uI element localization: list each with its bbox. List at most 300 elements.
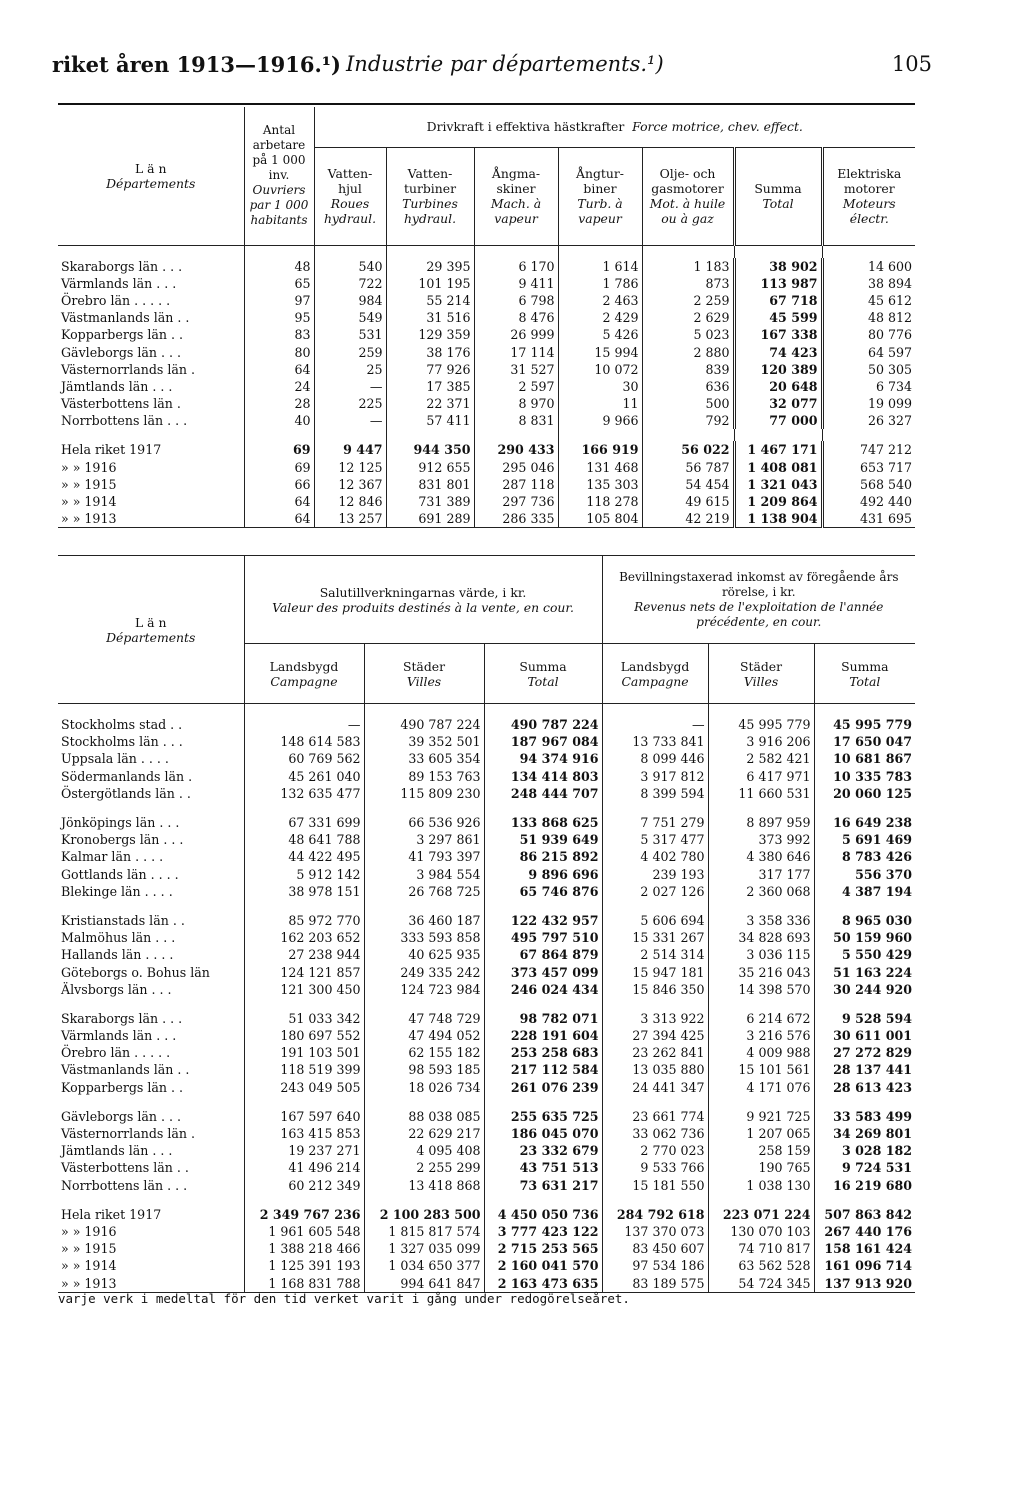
value-cell: 373 457 099 xyxy=(484,963,602,980)
value-cell: 9 447 xyxy=(314,441,386,458)
row-label: Norrbottens län . . . xyxy=(61,413,188,429)
value-cell: 163 415 853 xyxy=(244,1125,364,1142)
value-cell: 120 389 xyxy=(734,361,822,378)
table-row xyxy=(58,866,915,883)
value-cell: 14 600 xyxy=(822,258,915,275)
value-cell: 35 216 043 xyxy=(708,963,814,980)
t1-head-antal: Antal arbetare på 1 000 inv. Ouvriers par 1 000 habitants xyxy=(244,107,314,245)
value-cell: — xyxy=(602,716,708,733)
value-cell: 3 216 576 xyxy=(708,1027,814,1044)
value-cell: 4 009 988 xyxy=(708,1044,814,1061)
value-cell: 131 468 xyxy=(558,459,642,476)
value-cell: 14 398 570 xyxy=(708,981,814,998)
row-label: Södermanlands län . xyxy=(61,768,193,784)
row-label: » » 1913 xyxy=(61,511,117,527)
row-label: Jämtlands län . . . xyxy=(61,1143,173,1159)
value-cell: 28 613 423 xyxy=(814,1079,915,1096)
footnote: varje verk i medeltal för den tid verket varit i gång under redogörelseåret. xyxy=(58,1291,630,1306)
value-cell: 97 534 186 xyxy=(602,1257,708,1274)
value-cell: 2 880 xyxy=(642,343,734,360)
value-cell: 286 335 xyxy=(474,510,558,528)
value-cell: 259 xyxy=(314,343,386,360)
value-cell: 255 635 725 xyxy=(484,1108,602,1125)
value-cell: 16 219 680 xyxy=(814,1177,915,1194)
value-cell: 24 xyxy=(244,378,314,395)
value-cell: — xyxy=(314,378,386,395)
value-cell: 62 155 182 xyxy=(364,1044,484,1061)
value-cell: 317 177 xyxy=(708,866,814,883)
value-cell: 24 441 347 xyxy=(602,1079,708,1096)
value-cell: 912 655 xyxy=(386,459,474,476)
value-cell: 30 244 920 xyxy=(814,981,915,998)
value-cell: 27 394 425 xyxy=(602,1027,708,1044)
value-cell: 80 776 xyxy=(822,326,915,343)
value-cell: 34 269 801 xyxy=(814,1125,915,1142)
value-cell: 38 894 xyxy=(822,275,915,292)
row-label: Skaraborgs län . . . xyxy=(61,1010,183,1026)
value-cell: 17 385 xyxy=(386,378,474,395)
value-cell: 83 450 607 xyxy=(602,1240,708,1257)
value-cell: 10 681 867 xyxy=(814,750,915,767)
table-row xyxy=(58,883,915,900)
value-cell: 41 793 397 xyxy=(364,848,484,865)
value-cell: 1 138 904 xyxy=(734,510,822,528)
value-cell: 27 272 829 xyxy=(814,1044,915,1061)
value-cell: 3 984 554 xyxy=(364,866,484,883)
value-cell: 5 426 xyxy=(558,326,642,343)
value-cell: 134 414 803 xyxy=(484,768,602,785)
t2-col-head: Landsbygd Campagne xyxy=(244,644,364,704)
page-header xyxy=(52,52,982,86)
value-cell: 8 783 426 xyxy=(814,848,915,865)
value-cell: 137 370 073 xyxy=(602,1223,708,1240)
table-row xyxy=(58,946,915,963)
value-cell: 29 395 xyxy=(386,258,474,275)
value-cell: 17 650 047 xyxy=(814,733,915,750)
row-label: Västmanlands län . . xyxy=(61,1062,190,1078)
value-cell: 89 153 763 xyxy=(364,768,484,785)
value-cell: 228 191 604 xyxy=(484,1027,602,1044)
value-cell: 13 733 841 xyxy=(602,733,708,750)
value-cell: 83 189 575 xyxy=(602,1274,708,1292)
value-cell: 4 380 646 xyxy=(708,848,814,865)
table-row xyxy=(58,1079,915,1096)
value-cell: 67 864 879 xyxy=(484,946,602,963)
value-cell: 132 635 477 xyxy=(244,785,364,802)
value-cell: 2 429 xyxy=(558,309,642,326)
t2-col-head: Summa Total xyxy=(484,644,602,704)
t1-col-head: Ångtur- biner Turb. à vapeur xyxy=(558,147,642,245)
row-label: Kronobergs län . . . xyxy=(61,832,184,848)
value-cell: 3 297 861 xyxy=(364,831,484,848)
value-cell: 148 614 583 xyxy=(244,733,364,750)
top-rule xyxy=(58,103,915,105)
value-cell: 267 440 176 xyxy=(814,1223,915,1240)
value-cell: 1 467 171 xyxy=(734,441,822,458)
value-cell: 556 370 xyxy=(814,866,915,883)
value-cell: 3 777 423 122 xyxy=(484,1223,602,1240)
value-cell: 9 896 696 xyxy=(484,866,602,883)
value-cell: 1 327 035 099 xyxy=(364,1240,484,1257)
row-label: Västerbottens län . . xyxy=(61,1160,189,1176)
value-cell: 507 863 842 xyxy=(814,1206,915,1223)
value-cell: 5 023 xyxy=(642,326,734,343)
value-cell: 55 214 xyxy=(386,292,474,309)
value-cell: 5 550 429 xyxy=(814,946,915,963)
value-cell: 500 xyxy=(642,395,734,412)
value-cell: 3 313 922 xyxy=(602,1010,708,1027)
row-label: Hallands län . . . . xyxy=(61,947,174,963)
value-cell: 2 715 253 565 xyxy=(484,1240,602,1257)
value-cell: 15 947 181 xyxy=(602,963,708,980)
value-cell: 2 100 283 500 xyxy=(364,1206,484,1223)
table-row xyxy=(58,768,915,785)
value-cell: 223 071 224 xyxy=(708,1206,814,1223)
value-cell: 1 388 218 466 xyxy=(244,1240,364,1257)
table-row xyxy=(58,378,915,395)
value-cell: 722 xyxy=(314,275,386,292)
value-cell: 13 035 880 xyxy=(602,1061,708,1078)
row-label: Norrbottens län . . . xyxy=(61,1177,188,1193)
value-cell: 64 597 xyxy=(822,343,915,360)
value-cell: 27 238 944 xyxy=(244,946,364,963)
value-cell: 6 170 xyxy=(474,258,558,275)
value-cell: 333 593 858 xyxy=(364,929,484,946)
value-cell: 167 597 640 xyxy=(244,1108,364,1125)
value-cell: 9 921 725 xyxy=(708,1108,814,1125)
value-cell: 290 433 xyxy=(474,441,558,458)
value-cell: 133 868 625 xyxy=(484,814,602,831)
row-label: Jämtlands län . . . xyxy=(61,378,173,394)
value-cell: 13 418 868 xyxy=(364,1177,484,1194)
value-cell: 1 815 817 574 xyxy=(364,1223,484,1240)
value-cell: 9 724 531 xyxy=(814,1159,915,1176)
value-cell: 43 751 513 xyxy=(484,1159,602,1176)
row-label: Västerbottens län . xyxy=(61,396,181,412)
table-row xyxy=(58,412,915,429)
value-cell: 4 095 408 xyxy=(364,1142,484,1159)
value-cell: 41 496 214 xyxy=(244,1159,364,1176)
value-cell: 45 261 040 xyxy=(244,768,364,785)
value-cell: 12 846 xyxy=(314,493,386,510)
value-cell: 258 159 xyxy=(708,1142,814,1159)
value-cell: 38 176 xyxy=(386,343,474,360)
value-cell: 261 076 239 xyxy=(484,1079,602,1096)
row-label: Gävleborgs län . . . xyxy=(61,344,182,360)
value-cell: 1 614 xyxy=(558,258,642,275)
table-row xyxy=(58,361,915,378)
value-cell: 6 417 971 xyxy=(708,768,814,785)
value-cell: 2 255 299 xyxy=(364,1159,484,1176)
value-cell: 5 691 469 xyxy=(814,831,915,848)
t1-col-head: Vatten- turbiner Turbines hydraul. xyxy=(386,147,474,245)
value-cell: 839 xyxy=(642,361,734,378)
value-cell: 2 463 xyxy=(558,292,642,309)
value-cell: 4 402 780 xyxy=(602,848,708,865)
value-cell: 13 257 xyxy=(314,510,386,528)
value-cell: 9 411 xyxy=(474,275,558,292)
value-cell: 38 978 151 xyxy=(244,883,364,900)
row-label: Kristianstads län . . xyxy=(61,912,185,928)
table-row xyxy=(58,395,915,412)
value-cell: 3 036 115 xyxy=(708,946,814,963)
value-cell: 984 xyxy=(314,292,386,309)
row-label: Värmlands län . . . xyxy=(61,1028,177,1044)
value-cell: 1 125 391 193 xyxy=(244,1257,364,1274)
value-cell: 57 411 xyxy=(386,412,474,429)
table-row xyxy=(58,1061,915,1078)
value-cell: 42 219 xyxy=(642,510,734,528)
value-cell: 490 787 224 xyxy=(364,716,484,733)
value-cell: 94 374 916 xyxy=(484,750,602,767)
value-cell: 691 289 xyxy=(386,510,474,528)
value-cell: 158 161 424 xyxy=(814,1240,915,1257)
value-cell: 137 913 920 xyxy=(814,1274,915,1292)
value-cell: 80 xyxy=(244,343,314,360)
t2-head-lan: L ä n Départements xyxy=(106,614,196,645)
value-cell: 3 916 206 xyxy=(708,733,814,750)
table-row xyxy=(58,1177,915,1194)
value-cell: 56 022 xyxy=(642,441,734,458)
row-label: Gottlands län . . . . xyxy=(61,866,179,882)
value-cell: 129 359 xyxy=(386,326,474,343)
t1-col-head: Vatten- hjul Roues hydraul. xyxy=(314,147,386,245)
total-row xyxy=(58,1257,915,1274)
value-cell: 45 612 xyxy=(822,292,915,309)
value-cell: 28 137 441 xyxy=(814,1061,915,1078)
table-row xyxy=(58,750,915,767)
row-label: Värmlands län . . . xyxy=(61,275,177,291)
total-row xyxy=(58,1206,915,1223)
value-cell: 48 812 xyxy=(822,309,915,326)
value-cell: 33 583 499 xyxy=(814,1108,915,1125)
t1-head-drivkraft: Drivkraft i effektiva hästkrafter Force motrice, chev. effect. xyxy=(314,107,915,147)
value-cell: 4 387 194 xyxy=(814,883,915,900)
value-cell: 297 736 xyxy=(474,493,558,510)
row-label: Kopparbergs län . . xyxy=(61,1079,184,1095)
value-cell: 98 593 185 xyxy=(364,1061,484,1078)
value-cell: 8 897 959 xyxy=(708,814,814,831)
value-cell: 1 207 065 xyxy=(708,1125,814,1142)
value-cell: 2 349 767 236 xyxy=(244,1206,364,1223)
row-label: » » 1916 xyxy=(61,1223,117,1239)
value-cell: 161 096 714 xyxy=(814,1257,915,1274)
row-label: Västmanlands län . . xyxy=(61,310,190,326)
power-table xyxy=(58,107,915,528)
value-cell: 26 999 xyxy=(474,326,558,343)
value-cell: 45 599 xyxy=(734,309,822,326)
total-row xyxy=(58,510,915,528)
value-cell: 653 717 xyxy=(822,459,915,476)
value-cell: 31 527 xyxy=(474,361,558,378)
value-cell: 3 917 812 xyxy=(602,768,708,785)
table-row xyxy=(58,848,915,865)
value-cell: 124 723 984 xyxy=(364,981,484,998)
row-label: » » 1914 xyxy=(61,494,117,510)
value-cell: 118 519 399 xyxy=(244,1061,364,1078)
value-cell: 19 237 271 xyxy=(244,1142,364,1159)
value-cell: 873 xyxy=(642,275,734,292)
value-cell: 2 514 314 xyxy=(602,946,708,963)
value-cell: 373 992 xyxy=(708,831,814,848)
total-row xyxy=(58,493,915,510)
row-label: Älvsborgs län . . . xyxy=(61,981,172,997)
value-cell: 2 360 068 xyxy=(708,883,814,900)
value-cell: — xyxy=(244,716,364,733)
t2-col-head: Städer Villes xyxy=(708,644,814,704)
value-cell: 1 209 864 xyxy=(734,493,822,510)
t2-col-head: Summa Total xyxy=(814,644,915,704)
value-cell: 19 099 xyxy=(822,395,915,412)
table-row xyxy=(58,814,915,831)
table-row xyxy=(58,981,915,998)
value-cell: 86 215 892 xyxy=(484,848,602,865)
header-left: riket åren 1913—1916.¹) xyxy=(52,52,341,77)
row-label: Västernorrlands län . xyxy=(61,1126,196,1142)
t1-col-head: Summa Total xyxy=(734,147,822,245)
row-label: Hela riket 1917 xyxy=(61,1206,162,1222)
total-row xyxy=(58,476,915,493)
value-cell: 60 212 349 xyxy=(244,1177,364,1194)
value-cell: 51 163 224 xyxy=(814,963,915,980)
value-cell: 32 077 xyxy=(734,395,822,412)
value-cell: 15 994 xyxy=(558,343,642,360)
value-cell: 9 528 594 xyxy=(814,1010,915,1027)
value-cell: 48 641 788 xyxy=(244,831,364,848)
value-cell: 97 xyxy=(244,292,314,309)
value-cell: 113 987 xyxy=(734,275,822,292)
value-cell: 2 582 421 xyxy=(708,750,814,767)
value-cell: 8 099 446 xyxy=(602,750,708,767)
value-cell: 66 536 926 xyxy=(364,814,484,831)
row-label: Kopparbergs län . . xyxy=(61,327,184,343)
value-cell: 15 846 350 xyxy=(602,981,708,998)
value-cell: 490 787 224 xyxy=(484,716,602,733)
table-row xyxy=(58,1044,915,1061)
t1-col-head: Ångma- skiner Mach. à vapeur xyxy=(474,147,558,245)
table-row xyxy=(58,1125,915,1142)
total-row xyxy=(58,1240,915,1257)
value-cell: 15 101 561 xyxy=(708,1061,814,1078)
value-cell: 17 114 xyxy=(474,343,558,360)
value-cell: 95 xyxy=(244,309,314,326)
table-row xyxy=(58,785,915,802)
value-cell: 69 xyxy=(244,459,314,476)
value-cell: 67 718 xyxy=(734,292,822,309)
value-cell: 239 193 xyxy=(602,866,708,883)
value-cell: 1 183 xyxy=(642,258,734,275)
value-cell: 8 970 xyxy=(474,395,558,412)
row-label: Hela riket 1917 xyxy=(61,442,162,458)
table-row xyxy=(58,963,915,980)
value-cell: 98 782 071 xyxy=(484,1010,602,1027)
value-cell: 5 606 694 xyxy=(602,912,708,929)
row-label: Jönköpings län . . . xyxy=(61,815,180,831)
value-cell: 3 028 182 xyxy=(814,1142,915,1159)
value-cell: 47 748 729 xyxy=(364,1010,484,1027)
value-cell: 2 259 xyxy=(642,292,734,309)
value-cell: 49 615 xyxy=(642,493,734,510)
value-cell: 47 494 052 xyxy=(364,1027,484,1044)
value-cell: 74 710 817 xyxy=(708,1240,814,1257)
row-label: Uppsala län . . . . xyxy=(61,751,169,767)
value-cell: 48 xyxy=(244,258,314,275)
value-cell: 34 828 693 xyxy=(708,929,814,946)
value-cell: 135 303 xyxy=(558,476,642,493)
table-row xyxy=(58,1108,915,1125)
value-cell: 249 335 242 xyxy=(364,963,484,980)
value-cell: 1 961 605 548 xyxy=(244,1223,364,1240)
value-cell: 11 xyxy=(558,395,642,412)
value-cell: 6 214 672 xyxy=(708,1010,814,1027)
value-cell: 51 939 649 xyxy=(484,831,602,848)
value-cell: 73 631 217 xyxy=(484,1177,602,1194)
value-cell: 4 450 050 736 xyxy=(484,1206,602,1223)
value-cell: 7 751 279 xyxy=(602,814,708,831)
value-cell: 166 919 xyxy=(558,441,642,458)
value-cell: 8 476 xyxy=(474,309,558,326)
value-cell: 65 746 876 xyxy=(484,883,602,900)
value-cell: 101 195 xyxy=(386,275,474,292)
value-cell: 217 112 584 xyxy=(484,1061,602,1078)
value-cell: 36 460 187 xyxy=(364,912,484,929)
value-cell: 731 389 xyxy=(386,493,474,510)
value-cell: 64 xyxy=(244,510,314,528)
value-table xyxy=(58,555,915,1293)
value-cell: 549 xyxy=(314,309,386,326)
value-cell: 115 809 230 xyxy=(364,785,484,802)
value-cell: 1 034 650 377 xyxy=(364,1257,484,1274)
value-cell: 30 xyxy=(558,378,642,395)
value-cell: 495 797 510 xyxy=(484,929,602,946)
value-cell: 60 769 562 xyxy=(244,750,364,767)
t1-col-head: Elektriska motorer Moteurs électr. xyxy=(822,147,915,245)
value-cell: 54 454 xyxy=(642,476,734,493)
value-cell: 2 597 xyxy=(474,378,558,395)
value-cell: 186 045 070 xyxy=(484,1125,602,1142)
value-cell: 531 xyxy=(314,326,386,343)
value-cell: 225 xyxy=(314,395,386,412)
value-cell: 38 902 xyxy=(734,258,822,275)
table-row xyxy=(58,733,915,750)
row-label: » » 1914 xyxy=(61,1258,117,1274)
value-cell: 121 300 450 xyxy=(244,981,364,998)
value-cell: 1 408 081 xyxy=(734,459,822,476)
value-cell: 69 xyxy=(244,441,314,458)
value-cell: 122 432 957 xyxy=(484,912,602,929)
value-cell: 2 629 xyxy=(642,309,734,326)
value-cell: 20 648 xyxy=(734,378,822,395)
value-cell: 15 181 550 xyxy=(602,1177,708,1194)
total-row xyxy=(58,459,915,476)
value-cell: 20 060 125 xyxy=(814,785,915,802)
row-label: Göteborgs o. Bohus län xyxy=(61,964,210,980)
row-label: » » 1915 xyxy=(61,476,117,492)
table-row xyxy=(58,1027,915,1044)
value-cell: 180 697 552 xyxy=(244,1027,364,1044)
value-cell: 248 444 707 xyxy=(484,785,602,802)
value-cell: 18 026 734 xyxy=(364,1079,484,1096)
value-cell: 9 966 xyxy=(558,412,642,429)
value-cell: 190 765 xyxy=(708,1159,814,1176)
value-cell: 50 159 960 xyxy=(814,929,915,946)
table-row xyxy=(58,258,915,275)
value-cell: 15 331 267 xyxy=(602,929,708,946)
value-cell: 1 321 043 xyxy=(734,476,822,493)
t1-col-head: Olje- och gasmotorer Mot. à huile ou à gaz xyxy=(642,147,734,245)
value-cell: 26 768 725 xyxy=(364,883,484,900)
value-cell: 1 038 130 xyxy=(708,1177,814,1194)
